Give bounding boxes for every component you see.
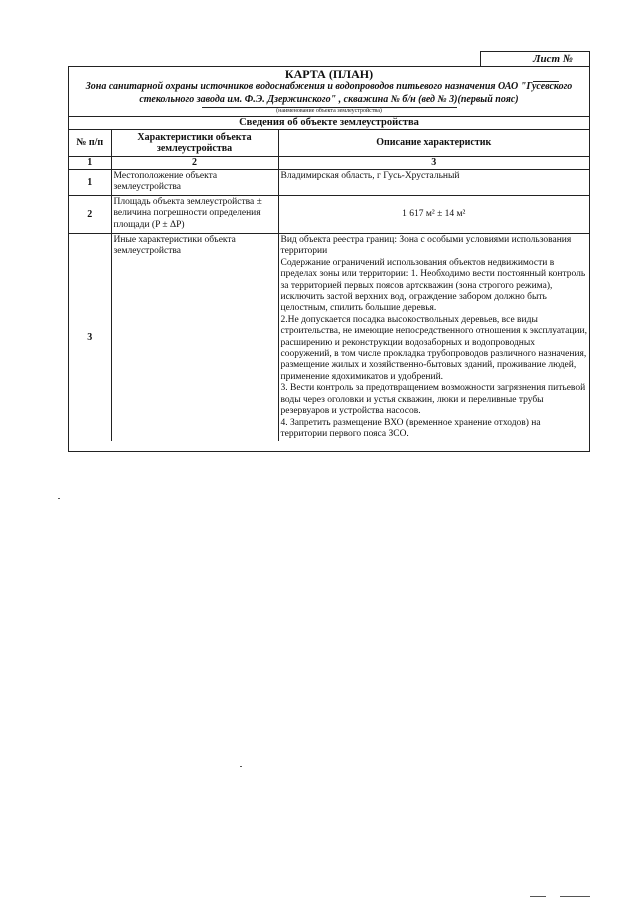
document-frame [68, 66, 590, 452]
index-cell: 2 [111, 157, 278, 170]
document-header [69, 67, 589, 115]
scan-dash [530, 896, 546, 897]
table-row [69, 234, 589, 442]
table-header-row [69, 130, 589, 157]
object-name-caption: (наименование объекта землеустройства) [202, 107, 457, 115]
section-title: Сведения об объекте землеустройства [69, 116, 589, 130]
index-cell: 3 [278, 157, 589, 170]
row-characteristic: Местоположение объекта землеустройства [111, 170, 278, 196]
document-title: КАРТА (ПЛАН) [284, 67, 374, 81]
row-num: 1 [69, 170, 111, 196]
characteristics-table [69, 130, 589, 441]
description-line: 2.Не допускается посадка высокоствольных деревьев, все виды строительства, не имеющие непосредственного отношения к эксплуатации, расширению и реконструкции водозаборных и водопроводных сооружений, в том числе прокладка трубопроводов различного назначения, размещение жилых и хозяйственно-бытовых зданий, проживание людей, применение ядохимикатов и удобрений. [280, 314, 588, 382]
row-description [278, 234, 589, 442]
description-line: Владимирская область, г Гусь-Хрустальный [280, 171, 460, 181]
header-characteristic: Характеристики объекта землеустройства [111, 130, 278, 157]
description-line: 4. Запретить размещение ВХО (временное хранение отходов) на территории первого пояса ЗСО. [280, 417, 541, 439]
row-characteristic: Площадь объекта землеустройства ± величина погрешности определения площади (P ± ΔP) [111, 196, 278, 234]
table-row [69, 196, 589, 234]
table-row [69, 170, 589, 196]
description-line: 3. Вести контроль за предотвращением возможности загрязнения питьевой воды через оголовки и устья скважин, люки и переливные трубы резервуаров и устройства насосов. [280, 383, 586, 417]
object-name: Зона санитарной охраны источников водоснабжения и водопроводов питьевого назначения ОАО "Гусевского стекольного завода им. Ф.Э. Дзержинского" , скважина № б/н (вед № 3)(первый пояс) [85, 81, 573, 105]
header-description: Описание характеристик [278, 130, 589, 157]
sheet-number-label: Лист № [533, 53, 573, 65]
header-num: № п/п [69, 130, 111, 157]
row-description [278, 170, 589, 196]
description-line: Содержание ограничений использования объектов недвижимости в пределах зоны или территории: 1. Необходимо вести постоянный контроль за территорией первых поясов артскважин (зона строгого режима), исключить застой верхних вод, ограждение забором должно быть целостным, спилить большие деревья. [280, 257, 586, 314]
row-num: 3 [69, 234, 111, 442]
scan-speck [58, 498, 60, 499]
row-characteristic: Иные характеристики объекта землеустройства [111, 234, 278, 442]
table-index-row [69, 157, 589, 170]
sheet-number-box [480, 51, 590, 67]
row-num: 2 [69, 196, 111, 234]
description-line: Вид объекта реестра границ: Зона с особыми условиями использования территории [280, 235, 572, 257]
index-cell: 1 [69, 157, 111, 170]
scan-speck [240, 766, 242, 767]
scan-dash [560, 896, 590, 897]
row-description [278, 196, 589, 234]
description-line: 1 617 м² ± 14 м² [402, 208, 466, 219]
